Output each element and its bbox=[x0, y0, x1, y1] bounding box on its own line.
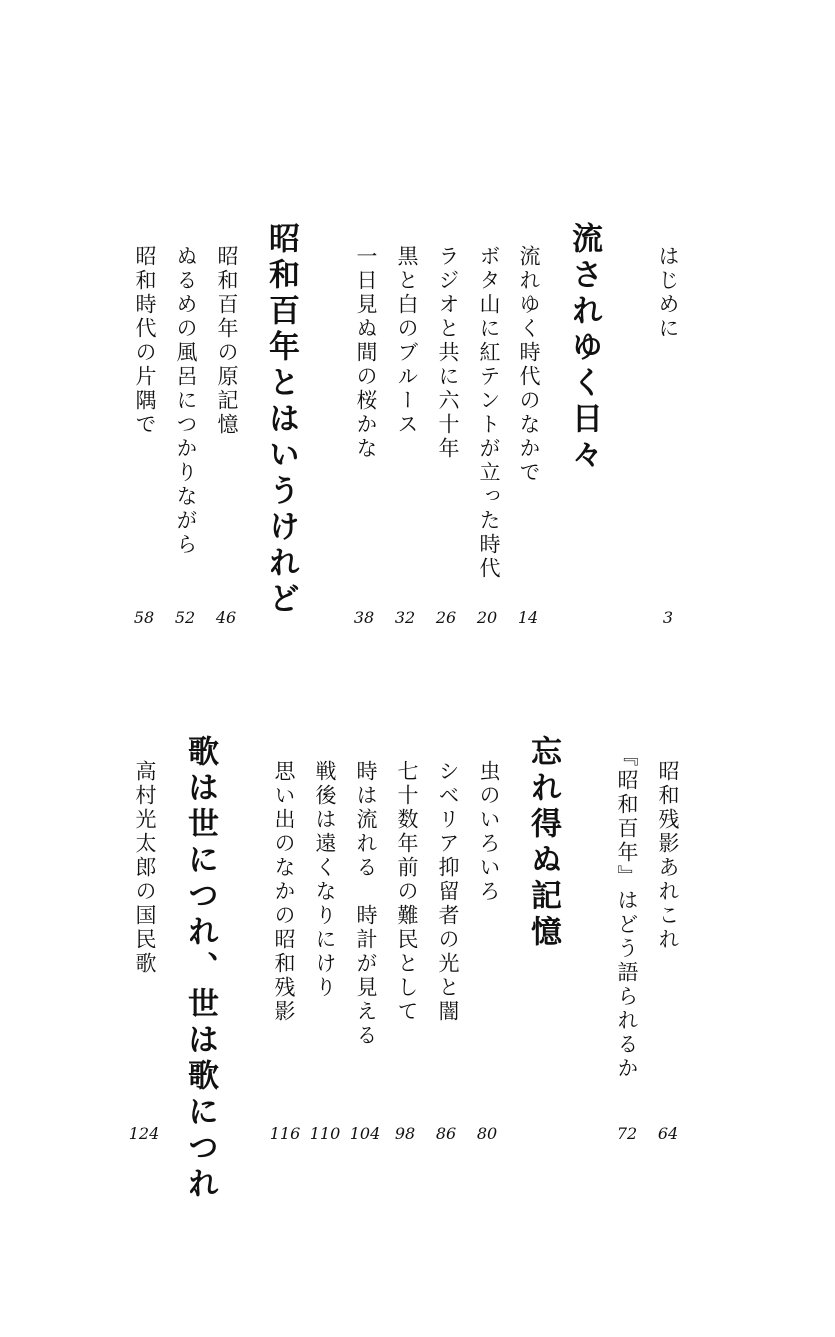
toc-entry[interactable]: 思い出のなかの昭和残影 bbox=[272, 760, 296, 1024]
page-number: 3 bbox=[662, 608, 674, 627]
toc-entry[interactable]: 黒と白のブルース bbox=[395, 245, 419, 437]
page-number: 32 bbox=[394, 608, 416, 627]
page-number: 80 bbox=[476, 1124, 498, 1143]
toc-entry[interactable]: 昭和百年の原記憶 bbox=[215, 245, 239, 437]
toc-entry-hajimeni[interactable]: はじめに bbox=[656, 245, 680, 341]
chapter-heading[interactable]: 忘れ得ぬ記憶 bbox=[525, 735, 561, 951]
toc-entry[interactable]: 一日見ぬ間の桜かな bbox=[354, 245, 378, 461]
page-number: 110 bbox=[309, 1124, 341, 1143]
page-number: 52 bbox=[174, 608, 196, 627]
page-number: 64 bbox=[657, 1124, 679, 1143]
page-number: 38 bbox=[353, 608, 375, 627]
toc-entry[interactable]: ボタ山に紅テントが立った時代 bbox=[477, 245, 501, 581]
chapter-heading[interactable]: 流されゆく日々 bbox=[566, 222, 602, 474]
page-number: 58 bbox=[133, 608, 155, 627]
toc-entry[interactable]: シベリア抑留者の光と闇 bbox=[436, 760, 460, 1024]
toc-entry[interactable]: 『昭和百年』はどう語られるか bbox=[615, 745, 639, 1081]
page-number: 124 bbox=[128, 1124, 160, 1143]
toc-entry[interactable]: 昭和時代の片隅で bbox=[133, 245, 157, 437]
chapter-heading[interactable]: 歌は世につれ、世は歌につれ bbox=[182, 735, 218, 1203]
toc-entry[interactable]: 流れゆく時代のなかで bbox=[517, 245, 541, 485]
toc-entry[interactable]: 高村光太郎の国民歌 bbox=[133, 760, 157, 976]
toc-entry[interactable]: ラジオと共に六十年 bbox=[436, 245, 460, 461]
page-number: 116 bbox=[269, 1124, 301, 1143]
page-number: 72 bbox=[616, 1124, 638, 1143]
page-number: 98 bbox=[394, 1124, 416, 1143]
page-number: 104 bbox=[349, 1124, 381, 1143]
page-number: 20 bbox=[476, 608, 498, 627]
toc-entry[interactable]: 時は流れる 時計が見える bbox=[354, 760, 378, 1048]
toc-entry[interactable]: 虫のいろいろ bbox=[477, 760, 501, 904]
chapter-heading[interactable]: 昭和百年とはいうけれど bbox=[263, 222, 299, 618]
toc-entry[interactable]: 七十数年前の難民として bbox=[395, 760, 419, 1024]
page-number: 86 bbox=[435, 1124, 457, 1143]
toc-entry[interactable]: ぬるめの風呂につかりながら bbox=[174, 245, 198, 557]
toc-entry[interactable]: 戦後は遠くなりにけり bbox=[313, 760, 337, 1000]
toc-entry[interactable]: 昭和残影あれこれ bbox=[656, 760, 680, 952]
page-number: 26 bbox=[435, 608, 457, 627]
page-number: 46 bbox=[215, 608, 237, 627]
page-number: 14 bbox=[517, 608, 539, 627]
